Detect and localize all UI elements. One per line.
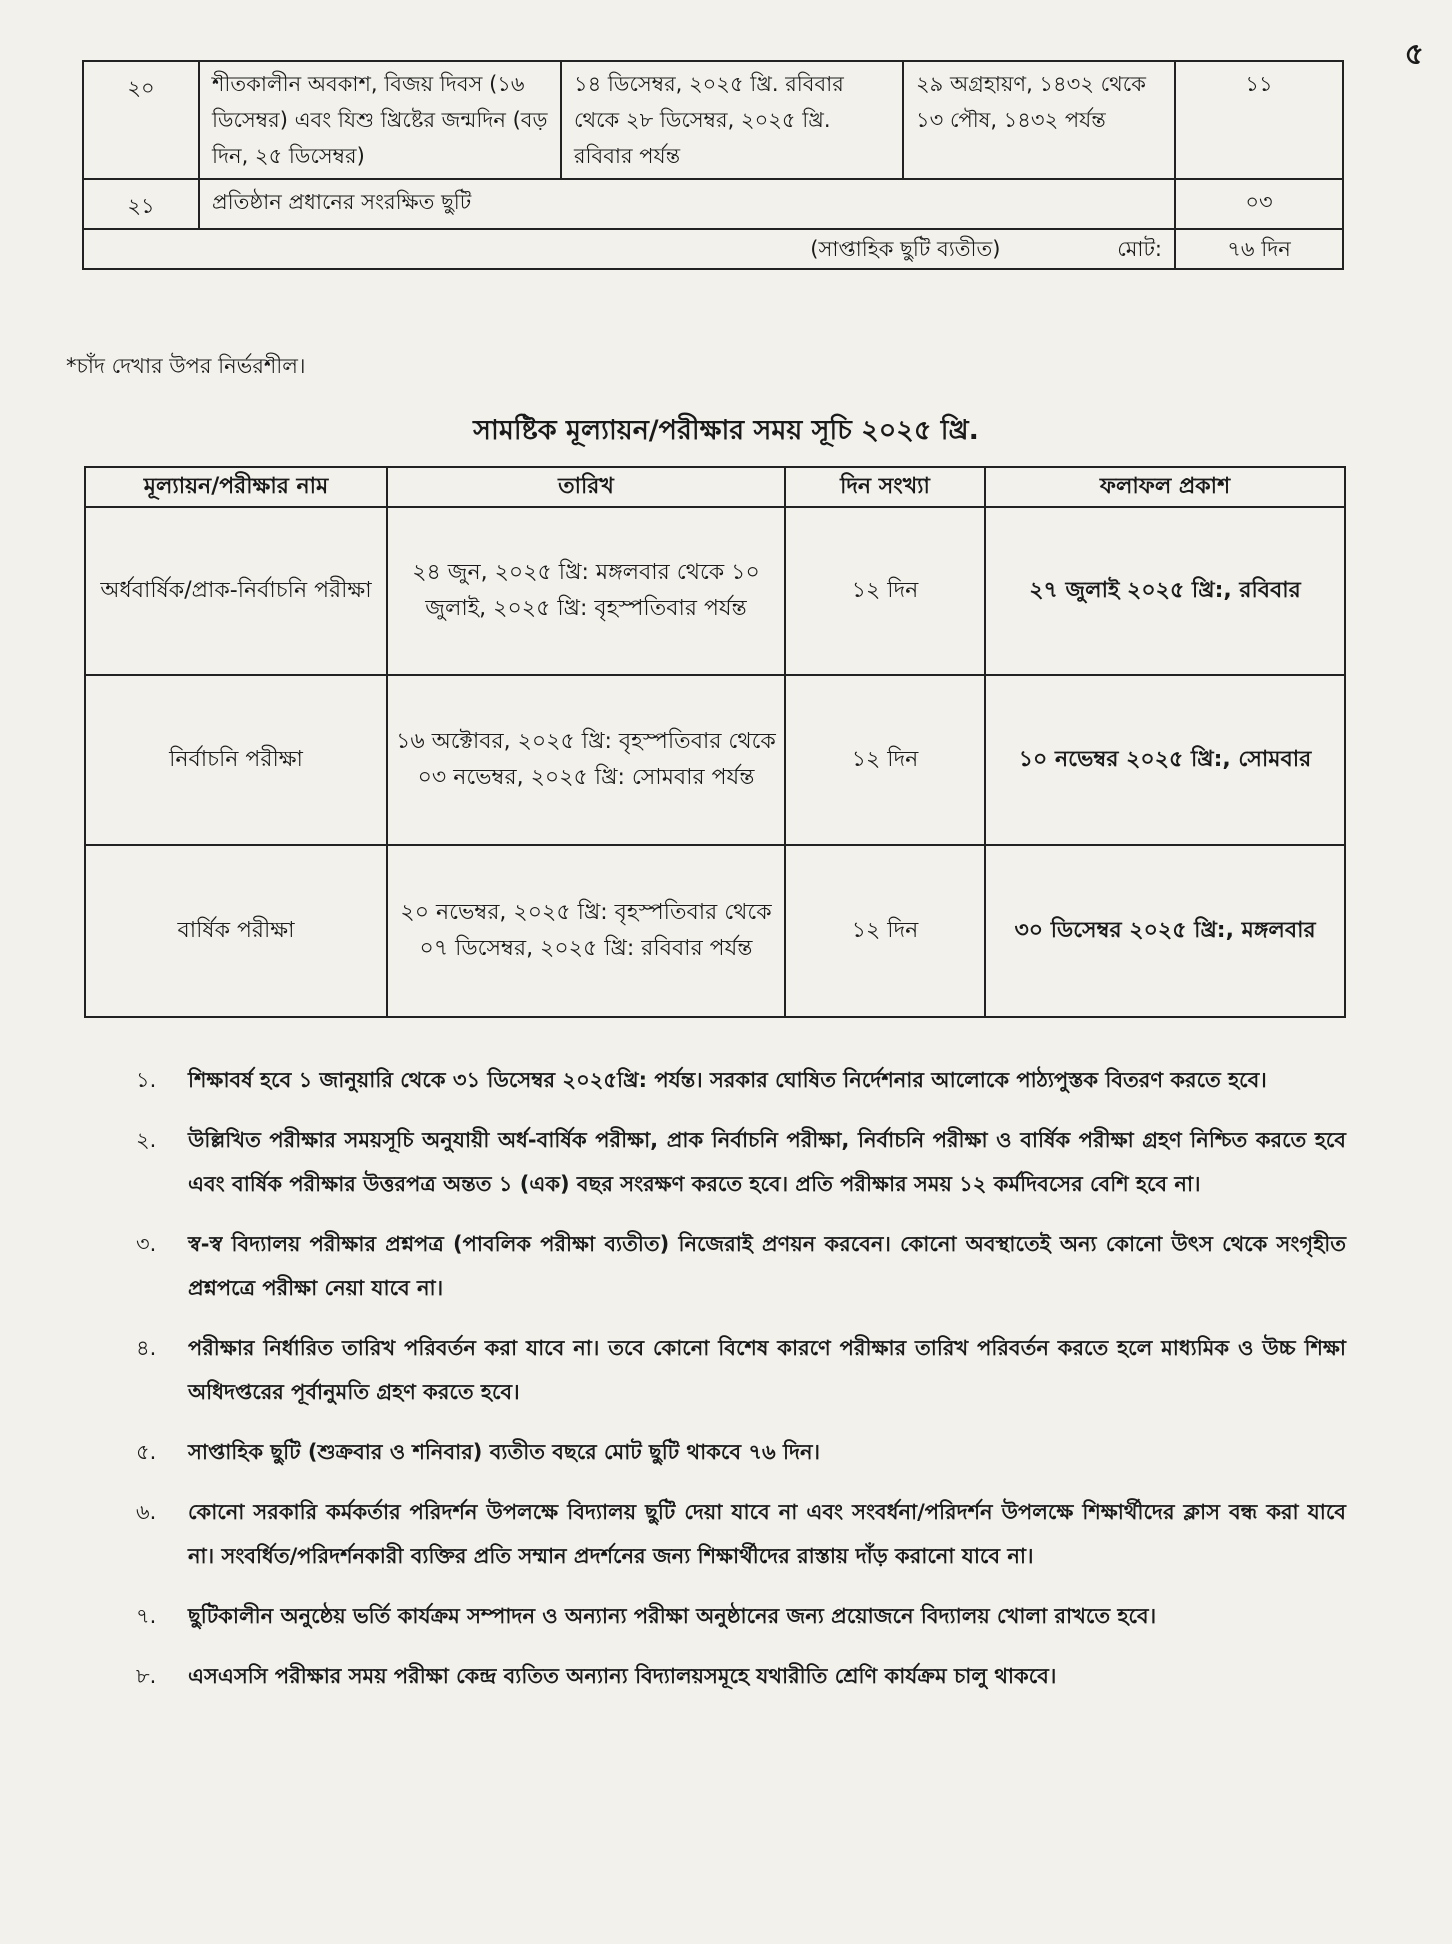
- instruction-text: কোনো সরকারি কর্মকর্তার পরিদর্শন উপলক্ষে বিদ্যালয় ছুটি দেয়া যাবে না এবং সংবর্ধনা/পরিদর্শন উপলক্ষে শিক্ষার্থীদের ক্লাস বন্ধ করা যাবে না। সংবর্ধিত/পরিদর্শনকারী ব্যক্তির প্রতি সম্মান প্রদর্শনের জন্য শিক্ষার্থীদের রাস্তায় দাঁড় করানো যাবে না।: [188, 1500, 1346, 1568]
- total-note: (সাপ্তাহিক ছুটি ব্যতীত): [810, 237, 1001, 261]
- instructions-list: [136, 1058, 1346, 1714]
- instruction-item: [136, 1058, 1346, 1102]
- holiday-date-english: ১৪ ডিসেম্বর, ২০২৫ খ্রি. রবিবার থেকে ২৮ ডিসেম্বর, ২০২৫ খ্রি. রবিবার পর্যন্ত: [561, 61, 903, 179]
- exam-days: ১২ দিন: [785, 845, 985, 1017]
- instruction-number: ৫.: [136, 1440, 157, 1464]
- instruction-number: ৪.: [136, 1336, 157, 1360]
- table-row: [85, 507, 1345, 675]
- exam-name: বার্ষিক পরীক্ষা: [85, 845, 387, 1017]
- instruction-number: ৬.: [136, 1500, 157, 1524]
- total-label: মোট:: [1117, 237, 1162, 261]
- instruction-item: [136, 1118, 1346, 1206]
- exam-name: অর্ধবার্ষিক/প্রাক-নির্বাচনি পরীক্ষা: [85, 507, 387, 675]
- exam-name: নির্বাচনি পরীক্ষা: [85, 675, 387, 845]
- instruction-number: ৩.: [136, 1232, 157, 1256]
- holiday-table: [82, 60, 1344, 270]
- instruction-item: [136, 1326, 1346, 1414]
- instruction-number: ৮.: [136, 1664, 157, 1688]
- exam-schedule-title: সামষ্টিক মূল্যায়ন/পরীক্ষার সময় সূচি ২০২৫ খ্রি.: [473, 415, 979, 446]
- instruction-number: ২.: [136, 1128, 157, 1152]
- instruction-item: [136, 1654, 1346, 1698]
- total-value: ৭৬ দিন: [1175, 229, 1343, 269]
- header-exam-name: মূল্যায়ন/পরীক্ষার নাম: [85, 467, 387, 507]
- instruction-item: [136, 1222, 1346, 1310]
- instruction-number: ১.: [136, 1068, 157, 1092]
- instruction-text: সাপ্তাহিক ছুটি (শুক্রবার ও শনিবার) ব্যতীত বছরে মোট ছুটি থাকবে ৭৬ দিন।: [188, 1440, 821, 1464]
- instruction-item: [136, 1430, 1346, 1474]
- moon-note: *চাঁদ দেখার উপর নির্ভরশীল।: [66, 354, 306, 378]
- instruction-text: স্ব-স্ব বিদ্যালয় পরীক্ষার প্রশ্নপত্র (পাবলিক পরীক্ষা ব্যতীত) নিজেরাই প্রণয়ন করবেন। কোনো অবস্থাতেই অন্য কোনো উৎস থেকে সংগৃহীত প্রশ্নপত্রে পরীক্ষা নেয়া যাবে না।: [188, 1232, 1346, 1300]
- total-row: [83, 229, 1343, 269]
- header-days: দিন সংখ্যা: [785, 467, 985, 507]
- table-header-row: [85, 467, 1345, 507]
- instruction-text: পরীক্ষার নির্ধারিত তারিখ পরিবর্তন করা যাবে না। তবে কোনো বিশেষ কারণে পরীক্ষার তারিখ পরিবর্তন করতে হলে মাধ্যমিক ও উচ্চ শিক্ষা অধিদপ্তরের পূর্বানুমতি গ্রহণ করতে হবে।: [188, 1336, 1346, 1404]
- exam-days: ১২ দিন: [785, 507, 985, 675]
- instruction-text: উল্লিখিত পরীক্ষার সময়সূচি অনুযায়ী অর্ধ-বার্ষিক পরীক্ষা, প্রাক নির্বাচনি পরীক্ষা, নির্বাচনি পরীক্ষা ও বার্ষিক পরীক্ষা গ্রহণ নিশ্চিত করতে হবে এবং বার্ষিক পরীক্ষার উত্তরপত্র অন্তত ১ (এক) বছর সংরক্ষণ করতে হবে। প্রতি পরীক্ষার সময় ১২ কর্মদিবসের বেশি হবে না।: [188, 1128, 1346, 1196]
- page-number: ৫: [1404, 37, 1424, 72]
- holiday-days: ১১: [1175, 61, 1343, 179]
- exam-result: ৩০ ডিসেম্বর ২০২৫ খ্রি:, মঙ্গলবার: [985, 845, 1345, 1017]
- exam-date: ২০ নভেম্বর, ২০২৫ খ্রি: বৃহস্পতিবার থেকে ০৭ ডিসেম্বর, ২০২৫ খ্রি: রবিবার পর্যন্ত: [387, 845, 785, 1017]
- holiday-name: শীতকালীন অবকাশ, বিজয় দিবস (১৬ ডিসেম্বর) এবং যিশু খ্রিষ্টের জন্মদিন (বড় দিন, ২৫ ডিসেম্বর): [199, 61, 561, 179]
- exam-result: ১০ নভেম্বর ২০২৫ খ্রি:, সোমবার: [985, 675, 1345, 845]
- exam-days: ১২ দিন: [785, 675, 985, 845]
- table-row: [83, 61, 1343, 179]
- header-result: ফলাফল প্রকাশ: [985, 467, 1345, 507]
- exam-date: ২৪ জুন, ২০২৫ খ্রি: মঙ্গলবার থেকে ১০ জুলাই, ২০২৫ খ্রি: বৃহস্পতিবার পর্যন্ত: [387, 507, 785, 675]
- exam-result: ২৭ জুলাই ২০২৫ খ্রি:, রবিবার: [985, 507, 1345, 675]
- holiday-date-bangla: ২৯ অগ্রহায়ণ, ১৪৩২ থেকে ১৩ পৌষ, ১৪৩২ পর্যন্ত: [903, 61, 1175, 179]
- instruction-number: ৭.: [136, 1604, 157, 1628]
- instruction-text: ছুটিকালীন অনুষ্ঠেয় ভর্তি কার্যক্রম সম্পাদন ও অন্যান্য পরীক্ষা অনুষ্ঠানের জন্য প্রয়োজনে বিদ্যালয় খোলা রাখতে হবে।: [188, 1604, 1157, 1628]
- holiday-serial: ২০: [83, 61, 199, 179]
- holiday-days: ০৩: [1175, 179, 1343, 229]
- table-row: [85, 675, 1345, 845]
- table-row: [83, 179, 1343, 229]
- exam-date: ১৬ অক্টোবর, ২০২৫ খ্রি: বৃহস্পতিবার থেকে ০৩ নভেম্বর, ২০২৫ খ্রি: সোমবার পর্যন্ত: [387, 675, 785, 845]
- instruction-text: এসএসসি পরীক্ষার সময় পরীক্ষা কেন্দ্র ব্যতিত অন্যান্য বিদ্যালয়সমূহে যথারীতি শ্রেণি কার্যক্রম চালু থাকবে।: [188, 1664, 1057, 1688]
- instruction-item: [136, 1490, 1346, 1578]
- table-row: [85, 845, 1345, 1017]
- instruction-text: শিক্ষাবর্ষ হবে ১ জানুয়ারি থেকে ৩১ ডিসেম্বর ২০২৫খ্রি: পর্যন্ত। সরকার ঘোষিত নির্দেশনার আলোকে পাঠ্যপুস্তক বিতরণ করতে হবে।: [188, 1068, 1267, 1092]
- holiday-serial: ২১: [83, 179, 199, 229]
- holiday-name: প্রতিষ্ঠান প্রধানের সংরক্ষিত ছুটি: [199, 179, 1175, 229]
- header-date: তারিখ: [387, 467, 785, 507]
- total-cell: [83, 229, 1175, 269]
- exam-schedule-table: [84, 466, 1346, 1018]
- instruction-item: [136, 1594, 1346, 1638]
